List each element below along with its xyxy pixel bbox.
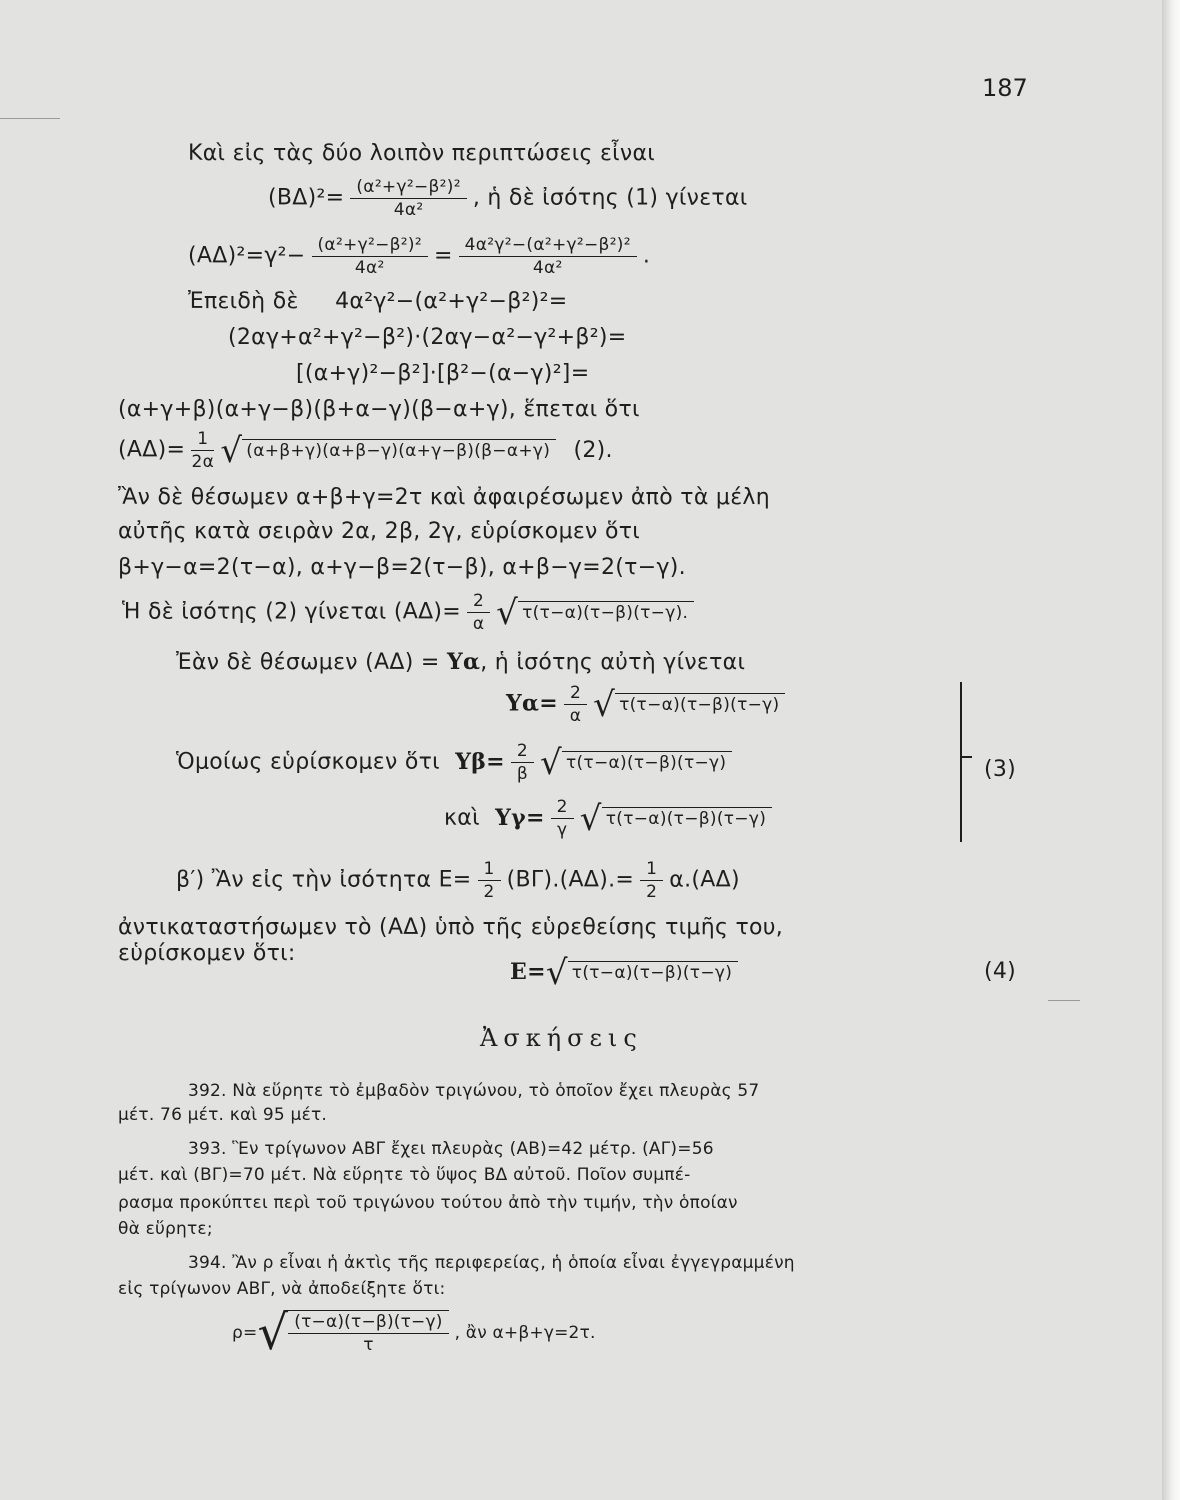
text-line: εὑρίσκομεν ὅτι:: [118, 941, 296, 966]
fraction: [640, 858, 663, 903]
text-line: αὐτῆς κατὰ σειρὰν 2α, 2β, 2γ, εὑρίσκομεν ὅτι: [118, 519, 640, 544]
equation-tag: (3): [984, 757, 1017, 782]
page-number: 187: [982, 74, 1028, 102]
sqrt-sign: √: [545, 953, 568, 993]
text-pre: Ἡ δὲ ἰσότης (2) γίνεται (ΑΔ)=: [122, 599, 462, 625]
fraction: [288, 1310, 448, 1356]
fraction: [551, 796, 574, 841]
formula-ad: [118, 428, 613, 473]
text-tail: , ἂν α+β+γ=2τ.: [454, 1323, 596, 1343]
formula-e: [510, 953, 738, 993]
formula-lhs: Υγ=: [495, 804, 545, 831]
radical: [220, 430, 556, 471]
denominator: α: [472, 614, 485, 634]
fraction: [350, 176, 466, 221]
equation-tag: (4): [984, 959, 1017, 984]
radicand: τ(τ−α)(τ−β)(τ−γ): [562, 751, 732, 773]
exercise-line: θὰ εὕρητε;: [118, 1219, 213, 1239]
equation-tag: (2).: [573, 437, 613, 463]
radical: [593, 684, 785, 725]
formula-line: [(α+γ)²−β²]·[β²−(α−γ)²]=: [296, 361, 590, 386]
formula-ad-squared: [188, 234, 650, 279]
sqrt-sign: √: [579, 798, 602, 839]
exercise-line: μέτ. 76 μέτ. καὶ 95 μέτ.: [118, 1105, 327, 1125]
formula-yb-line: [176, 740, 732, 785]
fraction: [459, 234, 637, 279]
text-line: Ἂν δὲ θέσωμεν α+β+γ=2τ καὶ ἀφαιρέσωμεν ἀπὸ τὰ μέλη: [118, 485, 770, 510]
text-tail: , ἡ δὲ ἰσότης (1) γίνεται: [472, 185, 748, 211]
text-pre: Ἐὰν δὲ θέσωμεν (ΑΔ) =: [176, 650, 447, 675]
text-pre: β′) Ἂν εἰς τὴν ἰσότητα Ε=: [176, 867, 472, 893]
fraction: [564, 682, 587, 727]
numerator: (α²+γ²−β²)²: [350, 176, 466, 199]
radical: [540, 742, 732, 783]
numerator: 1: [640, 858, 663, 881]
symbol: Υα: [446, 649, 481, 675]
denominator: τ: [363, 1335, 374, 1355]
denominator: 4α²: [354, 258, 385, 278]
numerator: 2: [511, 740, 534, 763]
denominator: γ: [557, 820, 568, 840]
right-brace: [950, 682, 962, 842]
numerator: 1: [478, 858, 501, 881]
equals-sign: =: [433, 243, 453, 269]
numerator: 4α²γ²−(α²+γ²−β²)²: [459, 234, 637, 257]
page-spine: [1162, 0, 1180, 1500]
text-pre: Ὁμοίως εὑρίσκομεν ὅτι: [176, 749, 440, 775]
radicand: τ(τ−α)(τ−β)(τ−γ): [615, 693, 785, 715]
numerator: 2: [551, 796, 574, 819]
radical: [257, 1305, 454, 1361]
formula-lhs: Ε=: [510, 959, 546, 985]
margin-mark: [1048, 1000, 1080, 1001]
formula-line: (α+γ+β)(α+γ−β)(β+α−γ)(β−α+γ), ἕπεται ὅτι: [118, 397, 640, 422]
formula-ad-tau: [122, 590, 694, 635]
denominator: 2α: [191, 452, 215, 472]
text-pre: καὶ: [444, 805, 480, 831]
numerator: 2: [467, 590, 490, 613]
fraction: [478, 858, 501, 903]
formula-line: β+γ−α=2(τ−α), α+γ−β=2(τ−β), α+β−γ=2(τ−γ).: [118, 555, 686, 580]
formula-lhs: ρ=: [232, 1323, 258, 1343]
denominator: 4α²: [532, 258, 563, 278]
radicand: τ(τ−α)(τ−β)(τ−γ): [568, 961, 738, 983]
fraction: [467, 590, 490, 635]
radical: [496, 592, 694, 633]
fraction: [312, 234, 428, 279]
formula-rho: [232, 1305, 596, 1361]
radicand: τ(τ−α)(τ−β)(τ−γ).: [518, 601, 694, 623]
denominator: 2: [646, 882, 658, 902]
formula-ya: [506, 682, 785, 727]
text-mid: (ΒΓ).(ΑΔ).=: [506, 867, 635, 893]
denominator: β: [516, 764, 529, 784]
exercise-line: μέτ. καὶ (ΒΓ)=70 μέτ. Νὰ εὕρητε τὸ ὕψος ΒΔ αὐτοῦ. Ποῖον συμπέ-: [118, 1165, 691, 1185]
fraction: [191, 428, 214, 473]
radicand: τ(τ−α)(τ−β)(τ−γ): [602, 807, 772, 829]
denominator: α: [569, 706, 582, 726]
exercise-line: 393. Ἓν τρίγωνον ΑΒΓ ἔχει πλευρὰς (ΑΒ)=42 μέτρ. (ΑΓ)=56: [188, 1139, 714, 1159]
sqrt-sign: √: [220, 430, 243, 471]
numerator: (α²+γ²−β²)²: [312, 234, 428, 257]
exercise-line: 392. Νὰ εὕρητε τὸ ἐμβαδὸν τριγώνου, τὸ ὁποῖον ἔχει πλευρὰς 57: [188, 1081, 760, 1101]
formula-lhs: Υα=: [506, 690, 558, 717]
text-end: α.(ΑΔ): [669, 867, 740, 893]
radical: [579, 798, 772, 839]
sqrt-sign: √: [540, 742, 562, 783]
formula-bd: [268, 176, 748, 221]
formula-lhs: Υβ=: [455, 748, 505, 775]
numerator: 2: [564, 682, 587, 705]
text-post: , ἡ ἰσότης αὐτὴ γίνεται: [480, 650, 746, 675]
exercise-line: ρασμα προκύπτει περὶ τοῦ τριγώνου τούτου ἀπὸ τὴν τιμήν, τὴν ὁποίαν: [118, 1193, 738, 1213]
exercise-line: 394. Ἂν ρ εἶναι ἡ ἀκτὶς τῆς περιφερείας, ἡ ὁποία εἶναι ἐγγεγραμμένη: [188, 1253, 795, 1273]
period: .: [642, 243, 651, 269]
denominator: 2: [483, 882, 495, 902]
formula-yg: [444, 796, 772, 841]
sqrt-sign: √: [593, 684, 616, 725]
text-line: [176, 648, 745, 677]
radicand: (α+β+γ)(α+β−γ)(α+γ−β)(β−α+γ): [242, 439, 556, 461]
fraction: [511, 740, 534, 785]
section-heading: Ἀσκήσεις: [480, 1024, 643, 1052]
text-line: Καὶ εἰς τὰς δύο λοιπὸν περιπτώσεις εἶναι: [188, 141, 656, 166]
text-line: ἀντικαταστήσωμεν τὸ (ΑΔ) ὑπὸ τῆς εὑρεθείσης τιμῆς του,: [118, 915, 784, 940]
denominator: 4α²: [393, 200, 424, 220]
numerator: 1: [191, 428, 214, 451]
sqrt-sign: √: [496, 592, 519, 633]
formula-lhs: (ΑΔ)=: [118, 437, 186, 463]
formula-lhs: (ΑΔ)²=γ²−: [188, 243, 306, 269]
sqrt-sign: √: [257, 1305, 289, 1361]
radical: [545, 953, 738, 993]
exercise-line: εἰς τρίγωνον ΑΒΓ, νὰ ἀποδείξητε ὅτι:: [118, 1279, 446, 1299]
text-line: Ἐπειδὴ δὲ 4α²γ²−(α²+γ²−β²)²=: [188, 289, 568, 314]
formula-e-line: [176, 858, 740, 903]
numerator: (τ−α)(τ−β)(τ−γ): [288, 1311, 448, 1334]
formula-line: (2αγ+α²+γ²−β²)·(2αγ−α²−γ²+β²)=: [228, 325, 627, 350]
margin-mark: [0, 118, 60, 119]
formula-lhs: (ΒΔ)²=: [268, 185, 345, 211]
